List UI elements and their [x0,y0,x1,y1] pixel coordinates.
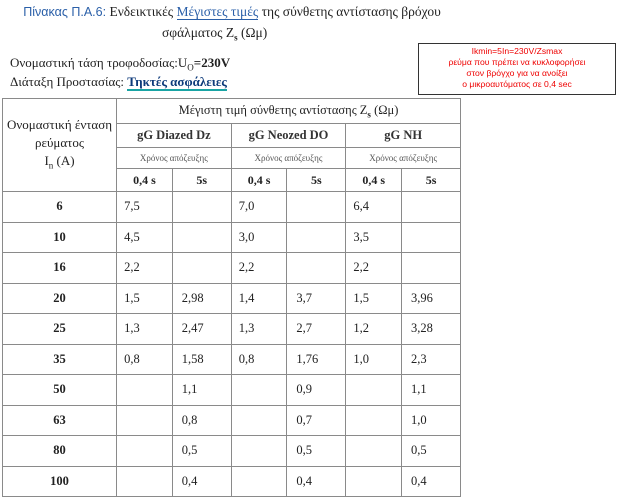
row-label-symbol: I [44,152,49,168]
value-cell: 3,96 [402,283,461,314]
value-cell [287,253,346,284]
value-cell [117,405,173,436]
value-cell: 2,47 [172,314,231,345]
value-cell: 1,0 [402,405,461,436]
current-cell: 6 [3,192,117,223]
value-cell [346,375,402,406]
impedance-table [2,98,461,497]
value-cell: 1,76 [287,344,346,375]
time-04s: 0,4 s [231,169,287,192]
value-cell: 3,0 [231,222,287,253]
current-cell: 25 [3,314,117,345]
note-box [418,43,616,95]
table-row [3,436,461,467]
value-cell: 2,2 [117,253,173,284]
voltage-label: Ονομαστική τάση τροφοδοσίας:U [10,55,188,70]
value-cell [402,192,461,223]
protection-label: Διάταξη Προστασίας: [10,74,128,89]
value-cell [346,466,402,497]
header-main-sub: s [367,109,371,120]
row-label-unit: (A) [53,152,75,168]
protection-value: Τηκτές ασφάλειες [127,74,227,89]
time-04s: 0,4 s [346,169,402,192]
value-cell [172,192,231,223]
table-row [3,314,461,345]
header-main [117,99,461,124]
fuse-header-dz: gG Diazed Dz [117,124,232,148]
table-row [3,222,461,253]
value-cell: 0,8 [172,405,231,436]
row-label-header [3,99,117,192]
value-cell [117,466,173,497]
title-block [2,0,462,96]
current-cell: 20 [3,283,117,314]
note-line-3: στον βρόγχο για να ανοίξει [466,68,568,78]
voltage-value: =230V [193,55,231,70]
current-cell: 35 [3,344,117,375]
voltage-sub: O [187,62,194,73]
table-row [3,283,461,314]
title-text-2: της σύνθετης αντίστασης βρόχου [258,4,441,19]
note-line-2: ρεύμα που πρέπει να κυκλοφορήσει [448,57,586,67]
value-cell: 6,4 [346,192,402,223]
value-cell [231,375,287,406]
table-row [3,375,461,406]
value-cell: 0,4 [172,466,231,497]
fuse-header-nh: gG NH [346,124,461,148]
value-cell [231,436,287,467]
value-cell [172,253,231,284]
value-cell [172,222,231,253]
value-cell [346,405,402,436]
note-line-4: ο μικροαυτόματος σε 0,4 sec [462,79,572,89]
title-line2-sub: s [234,32,238,43]
value-cell: 0,8 [231,344,287,375]
value-cell: 0,5 [172,436,231,467]
current-cell: 16 [3,253,117,284]
value-cell: 1,1 [402,375,461,406]
value-cell [346,436,402,467]
value-cell: 3,5 [346,222,402,253]
current-cell: 100 [3,466,117,497]
table-body [3,192,461,497]
time-label: Χρόνος απόζευξης [117,148,232,169]
time-5s: 5s [172,169,231,192]
value-cell [117,436,173,467]
time-5s: 5s [402,169,461,192]
value-cell: 3,28 [402,314,461,345]
title-line2-text: σφάλματος Z [162,25,235,40]
value-cell: 2,2 [346,253,402,284]
table-row [3,192,461,223]
value-cell: 0,5 [402,436,461,467]
note-line-1: Ikmin=5In=230V/Zsmax [471,46,563,56]
value-cell: 0,5 [287,436,346,467]
value-cell [117,375,173,406]
value-cell: 1,5 [346,283,402,314]
table-title [2,2,462,22]
value-cell: 1,3 [117,314,173,345]
time-label: Χρόνος απόζευξης [346,148,461,169]
voltage-line [10,55,230,73]
value-cell: 1,1 [172,375,231,406]
table-row [3,405,461,436]
table-row [3,466,461,497]
value-cell: 3,7 [287,283,346,314]
current-cell: 80 [3,436,117,467]
value-cell: 1,58 [172,344,231,375]
value-cell [287,222,346,253]
header-main-text: Μέγιστη τιμή σύνθετης αντίστασης Z [178,102,368,117]
value-cell: 7,0 [231,192,287,223]
value-cell: 2,3 [402,344,461,375]
value-cell: 0,7 [287,405,346,436]
value-cell: 0,8 [117,344,173,375]
value-cell: 2,2 [231,253,287,284]
value-cell: 0,4 [287,466,346,497]
value-cell: 1,0 [346,344,402,375]
current-cell: 10 [3,222,117,253]
header-main-unit: (Ωμ) [370,102,399,117]
table-number: Πίνακας Π.Α.6: [23,5,107,19]
value-cell: 2,7 [287,314,346,345]
value-cell [231,466,287,497]
row-label-line2: ρεύματος [35,134,85,150]
value-cell: 2,98 [172,283,231,314]
value-cell: 0,9 [287,375,346,406]
value-cell: 7,5 [117,192,173,223]
time-04s: 0,4 s [117,169,173,192]
table-row [3,344,461,375]
value-cell: 1,3 [231,314,287,345]
table-row [3,253,461,284]
fuse-header-do: gG Neozed DO [231,124,346,148]
value-cell [231,405,287,436]
current-cell: 63 [3,405,117,436]
title-line2-unit: (Ωμ) [237,25,268,40]
value-cell [402,222,461,253]
value-cell: 0,4 [402,466,461,497]
value-cell [287,192,346,223]
value-cell: 1,2 [346,314,402,345]
value-cell: 1,4 [231,283,287,314]
row-label-line1: Ονομαστική ένταση [7,116,113,132]
row-label-line3 [3,152,116,175]
row-label-sub: n [48,160,54,171]
title-text-1: Ενδεικτικές [106,4,177,19]
title-highlight: Μέγιστες τιμές [176,4,259,19]
value-cell: 1,5 [117,283,173,314]
value-cell [402,253,461,284]
time-label: Χρόνος απόζευξης [231,148,346,169]
protection-line [10,74,227,90]
time-5s: 5s [287,169,346,192]
current-cell: 50 [3,375,117,406]
value-cell: 4,5 [117,222,173,253]
title-line-2 [162,23,267,48]
